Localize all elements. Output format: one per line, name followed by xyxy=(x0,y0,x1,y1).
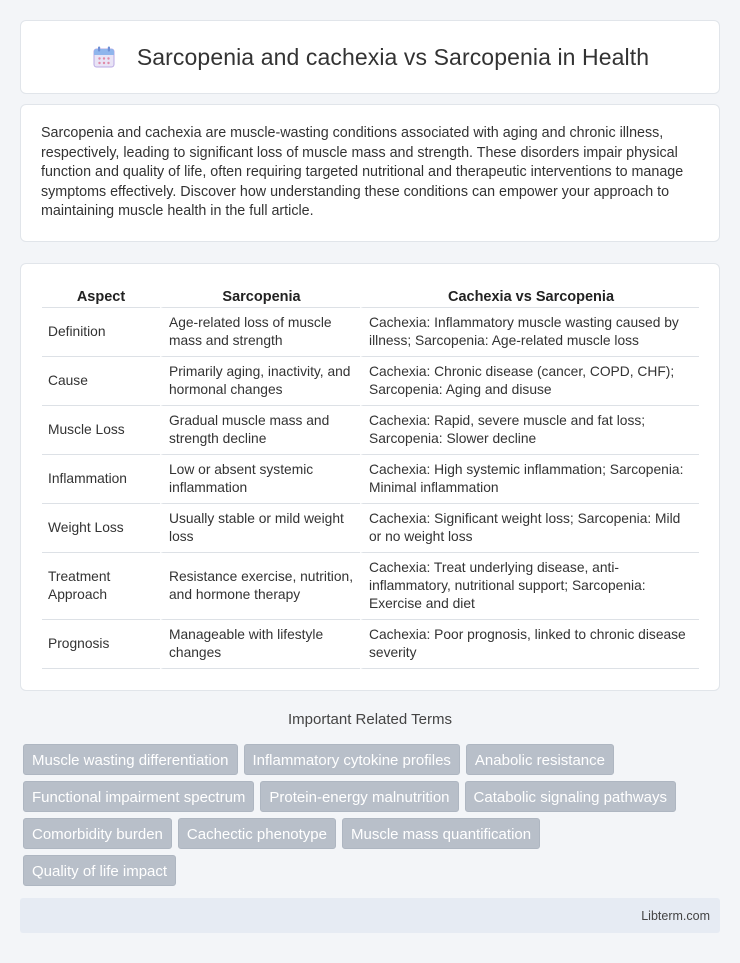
tag-row xyxy=(23,744,723,775)
tag-row xyxy=(23,855,723,886)
calendar-icon xyxy=(91,44,117,70)
related-term-tag[interactable]: Quality of life impact xyxy=(23,855,176,886)
intro-card xyxy=(20,104,720,242)
table-cell-aspect: Cause xyxy=(42,357,160,406)
table-row xyxy=(42,357,699,406)
table-row xyxy=(42,504,699,553)
table-cell-sarcopenia: Usually stable or mild weight loss xyxy=(160,504,360,553)
table-cell-sarcopenia: Age-related loss of muscle mass and strength xyxy=(160,308,360,357)
header-card xyxy=(20,20,720,94)
table-header-row xyxy=(42,286,699,308)
table-cell-aspect: Definition xyxy=(42,308,160,357)
related-term-tag[interactable]: Inflammatory cytokine profiles xyxy=(244,744,460,775)
table-cell-sarcopenia: Manageable with lifestyle changes xyxy=(160,620,360,669)
footer xyxy=(20,898,720,933)
related-term-tag[interactable]: Functional impairment spectrum xyxy=(23,781,254,812)
table-cell-sarcopenia: Primarily aging, inactivity, and hormonal changes xyxy=(160,357,360,406)
table-cell-comparison: Cachexia: Poor prognosis, linked to chronic disease severity xyxy=(360,620,699,669)
header xyxy=(91,44,649,71)
column-header-cachexia-vs-sarcopenia: Cachexia vs Sarcopenia xyxy=(360,286,699,308)
tag-row xyxy=(23,781,723,812)
table-cell-aspect: Muscle Loss xyxy=(42,406,160,455)
related-term-tag[interactable]: Protein-energy malnutrition xyxy=(260,781,458,812)
table-cell-aspect: Prognosis xyxy=(42,620,160,669)
page-title: Sarcopenia and cachexia vs Sarcopenia in Health xyxy=(136,43,650,70)
footer-site-link[interactable]: Libterm.com xyxy=(641,908,710,923)
table-cell-aspect: Weight Loss xyxy=(42,504,160,553)
column-header-sarcopenia: Sarcopenia xyxy=(160,286,360,308)
table-row xyxy=(42,455,699,504)
tag-row xyxy=(23,818,723,849)
related-term-tag[interactable]: Cachectic phenotype xyxy=(178,818,336,849)
table-row xyxy=(42,620,699,669)
comparison-table xyxy=(42,286,699,669)
table-row xyxy=(42,406,699,455)
table-row xyxy=(42,553,699,620)
table-cell-sarcopenia: Gradual muscle mass and strength decline xyxy=(160,406,360,455)
table-cell-comparison: Cachexia: Inflammatory muscle wasting caused by illness; Sarcopenia: Age-related muscle loss xyxy=(360,308,699,357)
column-header-aspect: Aspect xyxy=(42,286,160,308)
related-term-tag[interactable]: Comorbidity burden xyxy=(23,818,172,849)
related-terms-list xyxy=(23,744,723,892)
related-term-tag[interactable]: Muscle mass quantification xyxy=(342,818,540,849)
table-cell-sarcopenia: Low or absent systemic inflammation xyxy=(160,455,360,504)
table-cell-comparison: Cachexia: Chronic disease (cancer, COPD, CHF); Sarcopenia: Aging and disuse xyxy=(360,357,699,406)
intro-text: Sarcopenia and cachexia are muscle-wasting conditions associated with aging and chronic illness, respectively, leading to significant loss of muscle mass and strength. These disorders impair physical function and quality of life, often requiring targeted nutritional and therapeutic interventions to manage symptoms effectively. Discover how understanding these conditions can empower your approach to maintaining muscle health in the full article. xyxy=(41,125,684,219)
related-terms-title: Important Related Terms xyxy=(288,711,452,728)
table-cell-comparison: Cachexia: High systemic inflammation; Sarcopenia: Minimal inflammation xyxy=(360,455,699,504)
table-cell-aspect: Treatment Approach xyxy=(42,553,160,620)
table-cell-sarcopenia: Resistance exercise, nutrition, and hormone therapy xyxy=(160,553,360,620)
table-row xyxy=(42,308,699,357)
related-term-tag[interactable]: Catabolic signaling pathways xyxy=(465,781,676,812)
comparison-table-card xyxy=(20,263,720,691)
related-term-tag[interactable]: Muscle wasting differentiation xyxy=(23,744,238,775)
table-cell-comparison: Cachexia: Significant weight loss; Sarcopenia: Mild or no weight loss xyxy=(360,504,699,553)
related-term-tag[interactable]: Anabolic resistance xyxy=(466,744,614,775)
table-cell-comparison: Cachexia: Treat underlying disease, anti-inflammatory, nutritional support; Sarcopenia: Exercise and diet xyxy=(360,553,699,620)
table-cell-aspect: Inflammation xyxy=(42,455,160,504)
table-cell-comparison: Cachexia: Rapid, severe muscle and fat loss; Sarcopenia: Slower decline xyxy=(360,406,699,455)
